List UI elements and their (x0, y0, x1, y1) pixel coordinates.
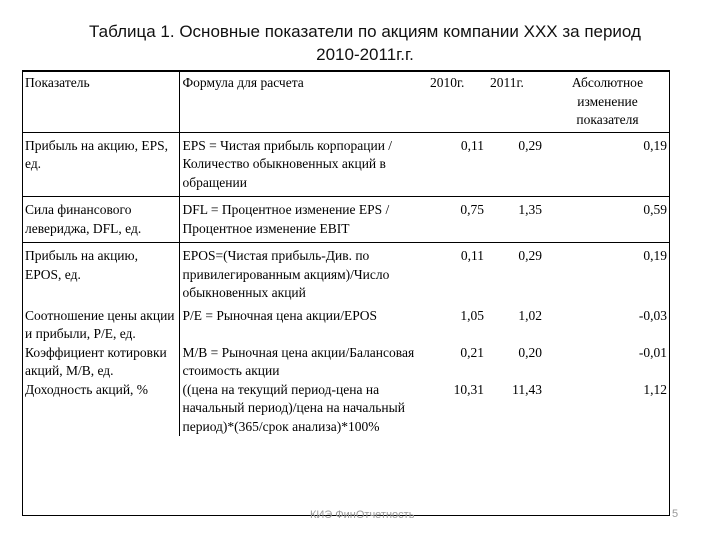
header-formula: Формула для расчета (179, 71, 427, 132)
page-number: 5 (672, 508, 679, 520)
cell-abs-change: 0,19 (643, 137, 667, 153)
cell-2011: 0,29 (487, 243, 545, 307)
table-row (22, 381, 670, 437)
table-header-row (22, 71, 670, 132)
cell-2010: 0,11 (460, 137, 484, 153)
cell-abs-change: 0,59 (545, 197, 670, 243)
cell-indicator: Сила финансового левериджа, DFL, ед. (22, 197, 179, 243)
cell-2011: 1,35 (487, 197, 545, 243)
header-2010: 2010г. (427, 71, 487, 132)
title-line-1: Таблица 1. Основные показатели по акциям компании ХХХ за период (89, 22, 641, 41)
page-title (30, 20, 700, 66)
cell-indicator: Доходность акций, % (25, 381, 149, 397)
cell-abs-change: -0,03 (638, 307, 667, 323)
table-row (22, 344, 670, 381)
cell-abs-change: 1,12 (643, 381, 667, 397)
cell-abs-change: -0,01 (638, 344, 667, 360)
cell-2011: 1,02 (518, 307, 542, 323)
cell-2011: 0,20 (518, 344, 542, 360)
cell-formula: P/E = Рыночная цена акции/EPOS (179, 307, 427, 344)
table-row (22, 243, 670, 307)
footer-text: КИЭ ФинОтчетность (310, 509, 415, 521)
cell-2011: 11,43 (512, 381, 542, 397)
header-indicator: Показатель (22, 71, 179, 132)
header-abs-change: Абсолютное изменение показателя (545, 71, 670, 132)
indicators-table (22, 70, 670, 436)
cell-indicator: Прибыль на акцию, EPS, ед. (25, 137, 168, 171)
cell-formula: DFL = Процентное изменение EPS / Процентное изменение EBIT (179, 197, 427, 243)
cell-2010: 0,11 (427, 243, 487, 307)
cell-indicator: Прибыль на акцию, EPOS, ед. (22, 243, 179, 307)
cell-formula: ((цена на текущий период-цена на начальный период)/цена на начальный период)*(365/срок анализа)*100% (179, 381, 427, 437)
cell-formula: EPOS=(Чистая прибыль-Див. по привилегированным акциям)/Число обыкновенных акций (179, 243, 427, 307)
cell-2011: 0,29 (518, 137, 542, 153)
cell-2010: 1,05 (460, 307, 484, 323)
cell-abs-change: 0,19 (545, 243, 670, 307)
title-line-2: 2010-2011г.г. (316, 45, 414, 64)
cell-2010: 10,31 (453, 381, 484, 397)
table-row (22, 132, 670, 197)
cell-indicator: Соотношение цены акции и прибыли, P/E, ед. (25, 307, 175, 341)
cell-indicator: Коэффициент котировки акций, M/B, ед. (25, 344, 167, 378)
cell-formula: M/B = Рыночная цена акции/Балансовая стоимость акции (179, 344, 427, 381)
cell-formula: EPS = Чистая прибыль корпорации / Количество обыкновенных акций в обращении (179, 132, 427, 197)
header-2011: 2011г. (487, 71, 545, 132)
table-row (22, 197, 670, 243)
cell-2010: 0,75 (427, 197, 487, 243)
table-row (22, 307, 670, 344)
cell-2010: 0,21 (460, 344, 484, 360)
